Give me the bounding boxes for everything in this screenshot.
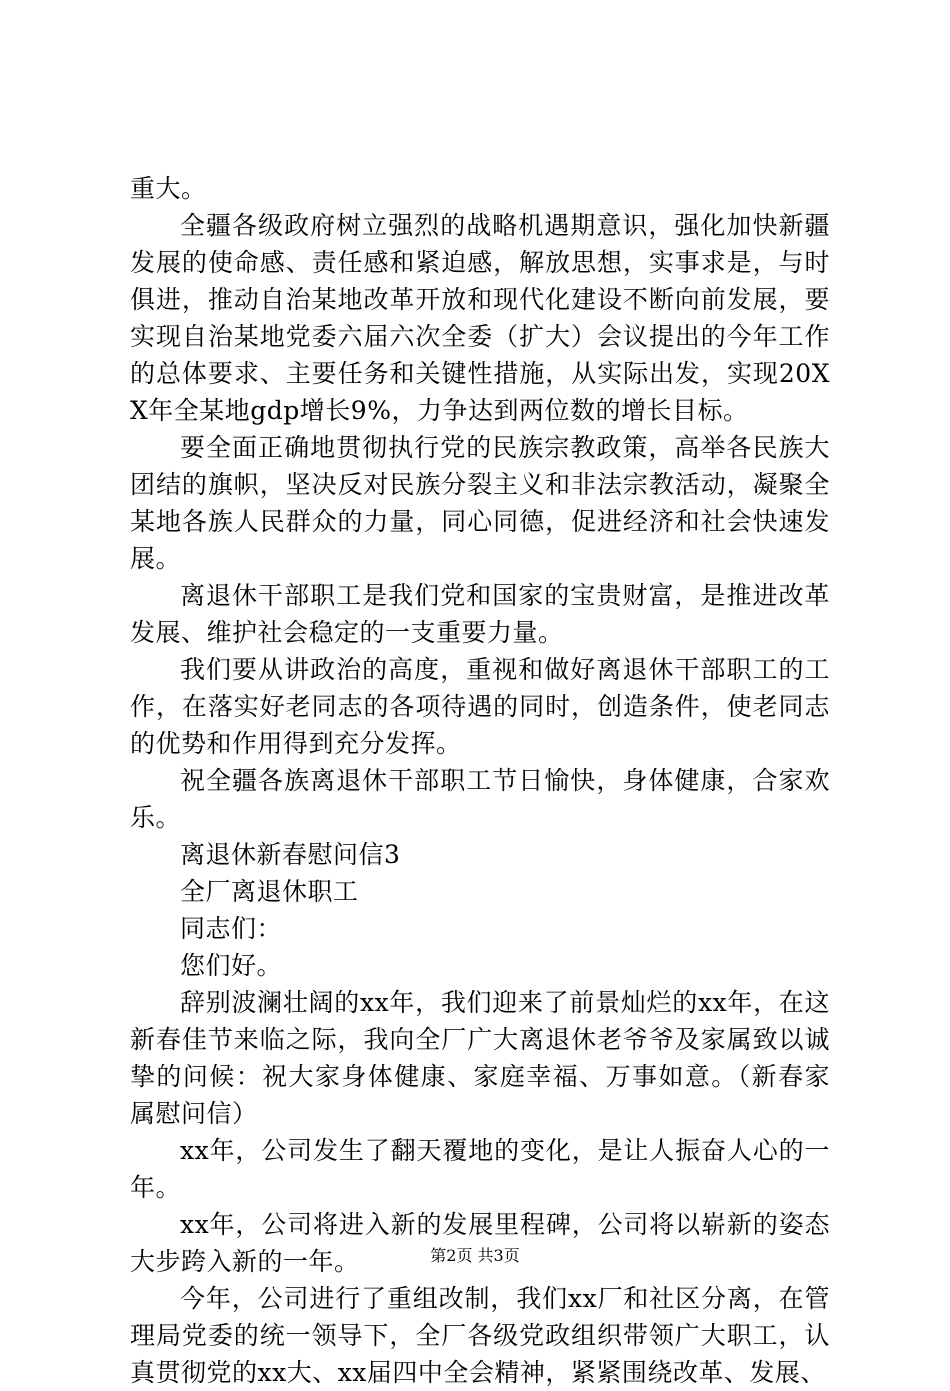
paragraph: 今年，公司进行了重组改制，我们xx厂和社区分离，在管理局党委的统一领导下，全厂各级党政组织带领广大职工，认真贯彻党的xx大、xx届四中全会精神，紧紧围绕改革、发展、 [130, 1284, 830, 1387]
salutation: 同志们： [180, 914, 283, 943]
paragraph: 全疆各级政府树立强烈的战略机遇期意识，强化加快新疆发展的使命感、责任感和紧迫感，解放思想，实事求是，与时俱进，推动自治某地改革开放和现代化建设不断向前发展，要实现自治某地党委六届六次全委（扩大）会议提出的今年工作的总体要求、主要任务和关键性措施，从实际出发，实现20XX年全某地gdp增长9%，力争达到两位数的增长目标。 [130, 211, 830, 425]
section-heading: 离退休新春慰问信3 [180, 840, 401, 869]
paragraph: 要全面正确地贯彻执行党的民族宗教政策，高举各民族大团结的旗帜，坚决反对民族分裂主义和非法宗教活动，凝聚全某地各族人民群众的力量，同心同德，促进经济和社会快速发展。 [130, 433, 830, 573]
paragraph: 祝全疆各族离退休干部职工节日愉快，身体健康，合家欢乐。 [130, 766, 830, 832]
page-number-label: 第2页 共3页 [430, 1246, 520, 1265]
paragraph: 辞别波澜壮阔的xx年，我们迎来了前景灿烂的xx年，在这新春佳节来临之际，我向全厂广大离退休老爷爷及家属致以诚挚的问候：祝大家身体健康、家庭幸福、万事如意。（新春家属慰问信） [130, 988, 830, 1128]
paragraph: xx年，公司发生了翻天覆地的变化，是让人振奋人心的一年。 [130, 1136, 830, 1202]
paragraph: xx年，公司将进入新的发展里程碑，公司将以崭新的姿态大步跨入新的一年。 [130, 1210, 830, 1276]
paragraph: 我们要从讲政治的高度，重视和做好离退休干部职工的工作，在落实好老同志的各项待遇的同时，创造条件，使老同志的优势和作用得到充分发挥。 [130, 655, 830, 758]
recipient-line: 全厂离退休职工 [180, 877, 359, 906]
greeting: 您们好。 [180, 951, 283, 980]
paragraph: 重大。 [130, 174, 207, 203]
page-footer [0, 1246, 950, 1266]
paragraph: 离退休干部职工是我们党和国家的宝贵财富，是推进改革发展、维护社会稳定的一支重要力量。 [130, 581, 830, 647]
document-body [130, 170, 830, 1391]
